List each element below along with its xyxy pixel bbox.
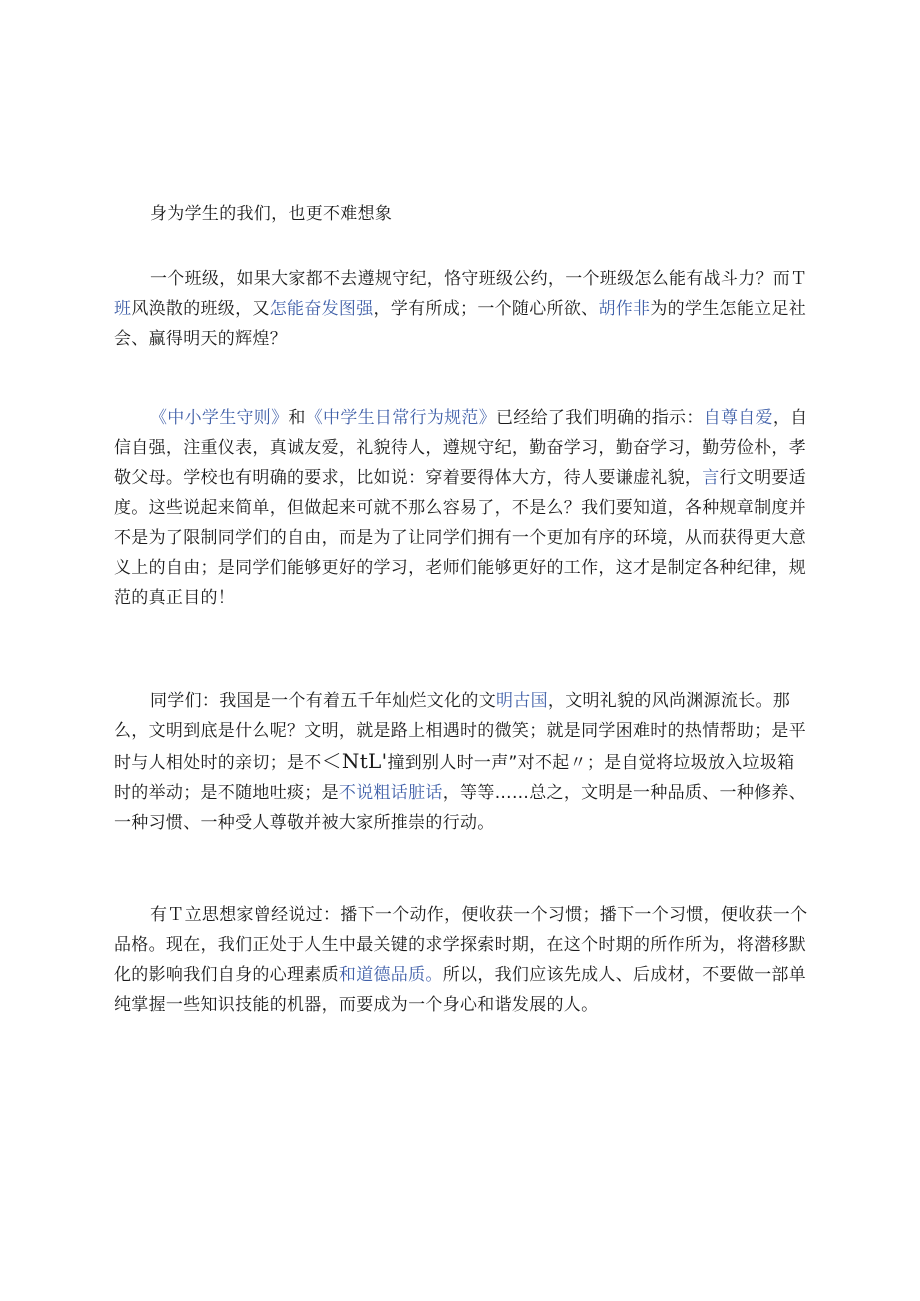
- paragraph-class-discipline: [114, 264, 808, 354]
- highlighted-text: 自尊自爱: [703, 408, 773, 428]
- highlighted-text: 和道德品质。: [338, 965, 443, 985]
- text-run: 和: [288, 408, 306, 428]
- text-run: ，学有所成；一个随心所欲、: [373, 299, 599, 319]
- highlighted-text: 胡作非: [598, 299, 651, 319]
- highlighted-text: 《中小学生守则》: [150, 408, 289, 428]
- highlighted-text: 班: [114, 299, 132, 319]
- text-run: ，自信自强，注重仪表，真诚友爱，礼貌待人，遵规守纪，勤奋学习，勤奋学习，勤劳俭朴，孝敬父母。学校也有明确的要求，比如说：穿着要得体大方，待人要谦虚礼貌，: [114, 408, 808, 488]
- highlighted-text: 怎能奋发图强: [269, 299, 374, 319]
- text-run: 撞到别人时一声”对不起〃；是自觉将垃圾放入垃圾箱时的举动；是不随地吐痰；是: [114, 753, 795, 803]
- text-run: ，文明礼貌的风尚渊源流长。那么，文明到底是什么呢？文明，就是路上相遇时的微笑；就是同学困难时的热情帮助；是平时与人相处时的亲切；是不: [114, 691, 806, 773]
- text-run: 行文明要适度。这些说起来简单，但做起来可就不那么容易了，不是么？我们要知道，各种规章制度并不是为了限制同学们的自由，而是为了让同学们拥有一个更加有序的环境，从而获得更大意义上的自由；是同学们能够更好的学习，老师们能够更好的工作，这才是制定各种纪律，规范的真正目的！: [114, 468, 807, 608]
- garbled-text: ＜NtL': [321, 749, 388, 773]
- text-run: 所以，我们应该先成人、后成材，不要做一部单纯掌握一些知识技能的机器，而要成为一个身心和谐发展的人。: [114, 965, 807, 1015]
- highlighted-text: 明古国: [496, 691, 548, 711]
- paragraph-character: [114, 900, 808, 1020]
- text-run: 风涣散的班级，又: [131, 299, 270, 319]
- paragraph-civilization: [114, 686, 808, 838]
- highlighted-text: 言: [702, 468, 720, 488]
- text-run: ，等等……总之，文明是一种品质、一种修养、一种习惯、一种受人尊敬并被大家所推崇的行动。: [114, 783, 807, 833]
- highlighted-text: 不说粗话脏话: [338, 783, 443, 803]
- text-run: 一个班级，如果大家都不去遵规守纪，恪守班级公约，一个班级怎么能有战斗力？而Ｔ: [150, 269, 808, 289]
- text-run: 有Ｔ立思想家曾经说过：播下一个动作，便收获一个习惯；播下一个习惯，便收获一个品格。现在，我们正处于人生中最关键的求学探索时期，在这个时期的所作所为，将潜移默化的影响我们自身的心理素质: [114, 905, 808, 985]
- text-run: 身为学生的我们，也更不难想象: [150, 204, 393, 224]
- text-run: 为的学生怎能立足社会、赢得明天的辉煌？: [114, 299, 807, 349]
- paragraph-rules: [114, 403, 808, 613]
- paragraph-intro: [114, 199, 808, 229]
- text-run: 已经给了我们明确的指示：: [496, 408, 704, 428]
- highlighted-text: 《中学生日常行为规范》: [305, 408, 497, 428]
- text-run: 同学们：我国是一个有着五千年灿烂文化的文: [150, 691, 496, 711]
